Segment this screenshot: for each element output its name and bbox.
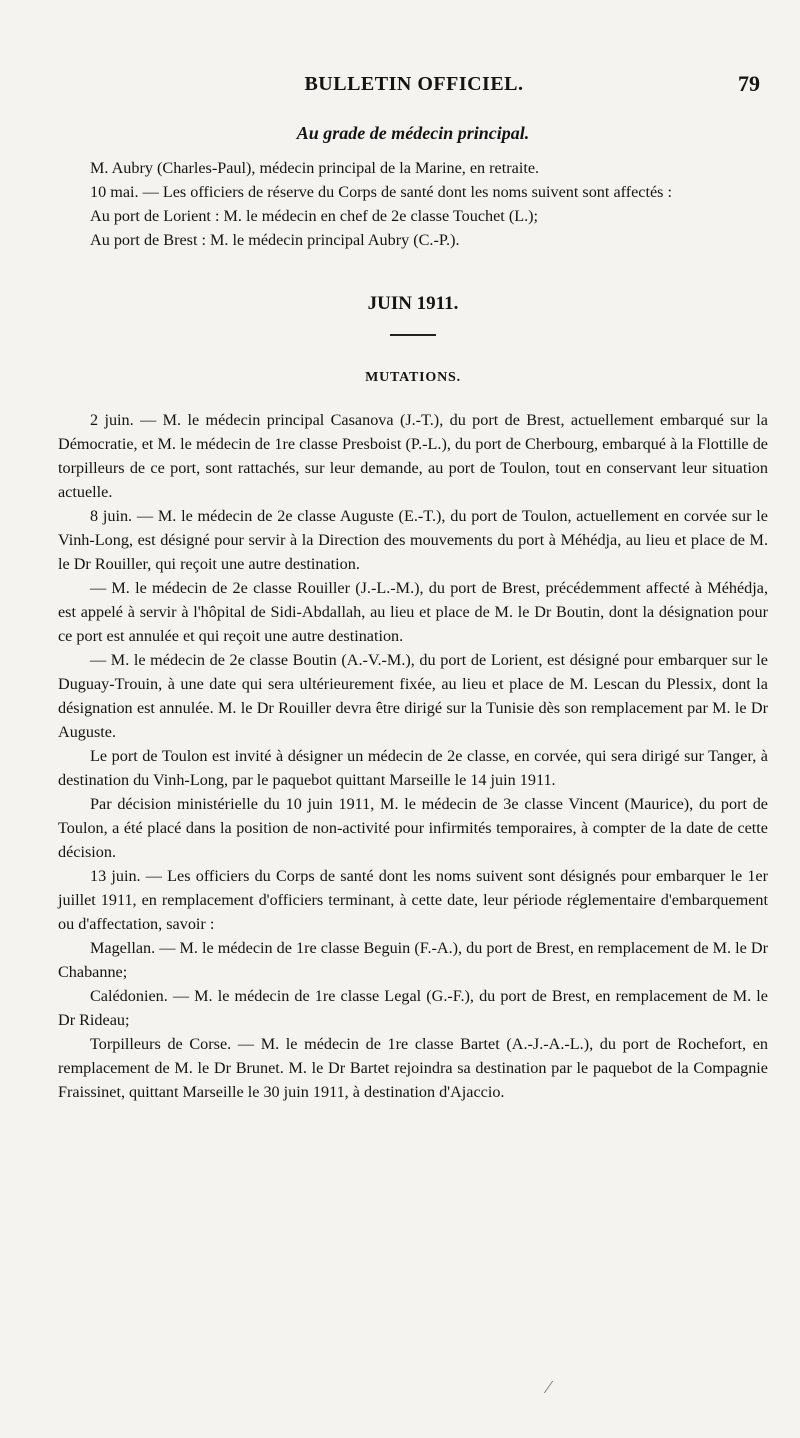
paragraph-brest: Au port de Brest : M. le médecin principal Aubry (C.-P.). bbox=[90, 231, 460, 249]
section-subtitle: Au grade de médecin principal. bbox=[296, 123, 530, 143]
paragraph-toulon: Le port de Toulon est invité à désigner un médecin de 2e classe, en corvée, qui sera dirigé sur Tanger, à destination du Vinh-Long, par le paquebot quittant Marseille le 14 juin 1911. bbox=[58, 747, 768, 789]
paragraph-magellan: Magellan. — M. le médecin de 1re classe Beguin (F.-A.), du port de Brest, en remplacement de M. le Dr Chabanne; bbox=[58, 939, 768, 981]
paragraph-aubry: M. Aubry (Charles-Paul), médecin principal de la Marine, en retraite. bbox=[90, 159, 540, 177]
paragraph-2-juin: 2 juin. — M. le médecin principal Casanova (J.-T.), du port de Brest, actuellement embarqué sur la Démocratie, et M. le médecin de 1re classe Presboist (P.-L.), du port de Cherbourg, embarqué à la Flottille de torpilleurs de ce port, sont rattachés, sur leur demande, au port de Toulon, tout en conservant leur situation actuelle. bbox=[58, 411, 768, 501]
bottom-space bbox=[58, 1104, 768, 1128]
paragraph-torpilleurs: Torpilleurs de Corse. — M. le médecin de 1re classe Bartet (A.-J.-A.-L.), du port de Rochefort, en remplacement de M. le Dr Brunet. M. le Dr Bartet rejoindra sa destination par le paquebot de la Compagnie Fraissinet, quittant Marseille le 30 juin 1911, à destination d'Ajaccio. bbox=[58, 1035, 768, 1101]
paragraph-vincent: Par décision ministérielle du 10 juin 1911, M. le médecin de 3e classe Vincent (Maurice), du port de Toulon, a été placé dans la position de non-activité pour infirmités temporaires, à compter de la date de cette décision. bbox=[58, 795, 768, 861]
paragraph-rouiller: — M. le médecin de 2e classe Rouiller (J.-L.-M.), du port de Brest, précédemment affecté à Méhédja, est appelé à servir à l'hôpital de Sidi-Abdallah, au lieu et place de M. le Dr Boutin, dont la désignation pour ce port est annulée et qui reçoit une autre destination. bbox=[58, 579, 768, 645]
paragraph-lorient: Au port de Lorient : M. le médecin en chef de 2e classe Touchet (L.); bbox=[90, 207, 539, 225]
paragraph-10-mai: 10 mai. — Les officiers de réserve du Corps de santé dont les noms suivent sont affectés : bbox=[90, 183, 673, 201]
page-number: 79 bbox=[738, 71, 760, 96]
paragraph-8-juin: 8 juin. — M. le médecin de 2e classe Auguste (E.-T.), du port de Toulon, actuellement en corvée sur le Vinh-Long, est désigné pour servir à la Direction des mouvements du port à Méhédja, au lieu et place de M. le Dr Rouiller, qui reçoit une autre destination. bbox=[58, 507, 768, 573]
page-header bbox=[68, 70, 760, 104]
mutations-heading: MUTATIONS. bbox=[365, 370, 461, 385]
paragraph-caledonien: Calédonien. — M. le médecin de 1re classe Legal (G.-F.), du port de Brest, en remplacement de M. le Dr Rideau; bbox=[58, 987, 768, 1029]
heading-rule bbox=[390, 334, 436, 336]
paragraph-boutin: — M. le médecin de 2e classe Boutin (A.-V.-M.), du port de Lorient, est désigné pour embarquer sur le Duguay-Trouin, à une date qui sera ultérieurement fixée, au lieu et place de M. Lescan du Plessix, dont la désignation est annulée. M. le Dr Rouiller devra être dirigé sur la Tunisie dès son remplacement par M. le Dr Auguste. bbox=[58, 651, 768, 741]
running-title: BULLETIN OFFICIEL. bbox=[304, 73, 524, 95]
month-heading: JUIN 1911. bbox=[367, 293, 459, 314]
paragraph-13-juin: 13 juin. — Les officiers du Corps de santé dont les noms suivent sont désignés pour embarquer le 1er juillet 1911, en remplacement d'officiers terminant, à cette date, leur période réglementaire d'embarquement ou d'affectation, savoir : bbox=[58, 867, 768, 933]
footer-mark: ⁄ bbox=[547, 1377, 551, 1397]
